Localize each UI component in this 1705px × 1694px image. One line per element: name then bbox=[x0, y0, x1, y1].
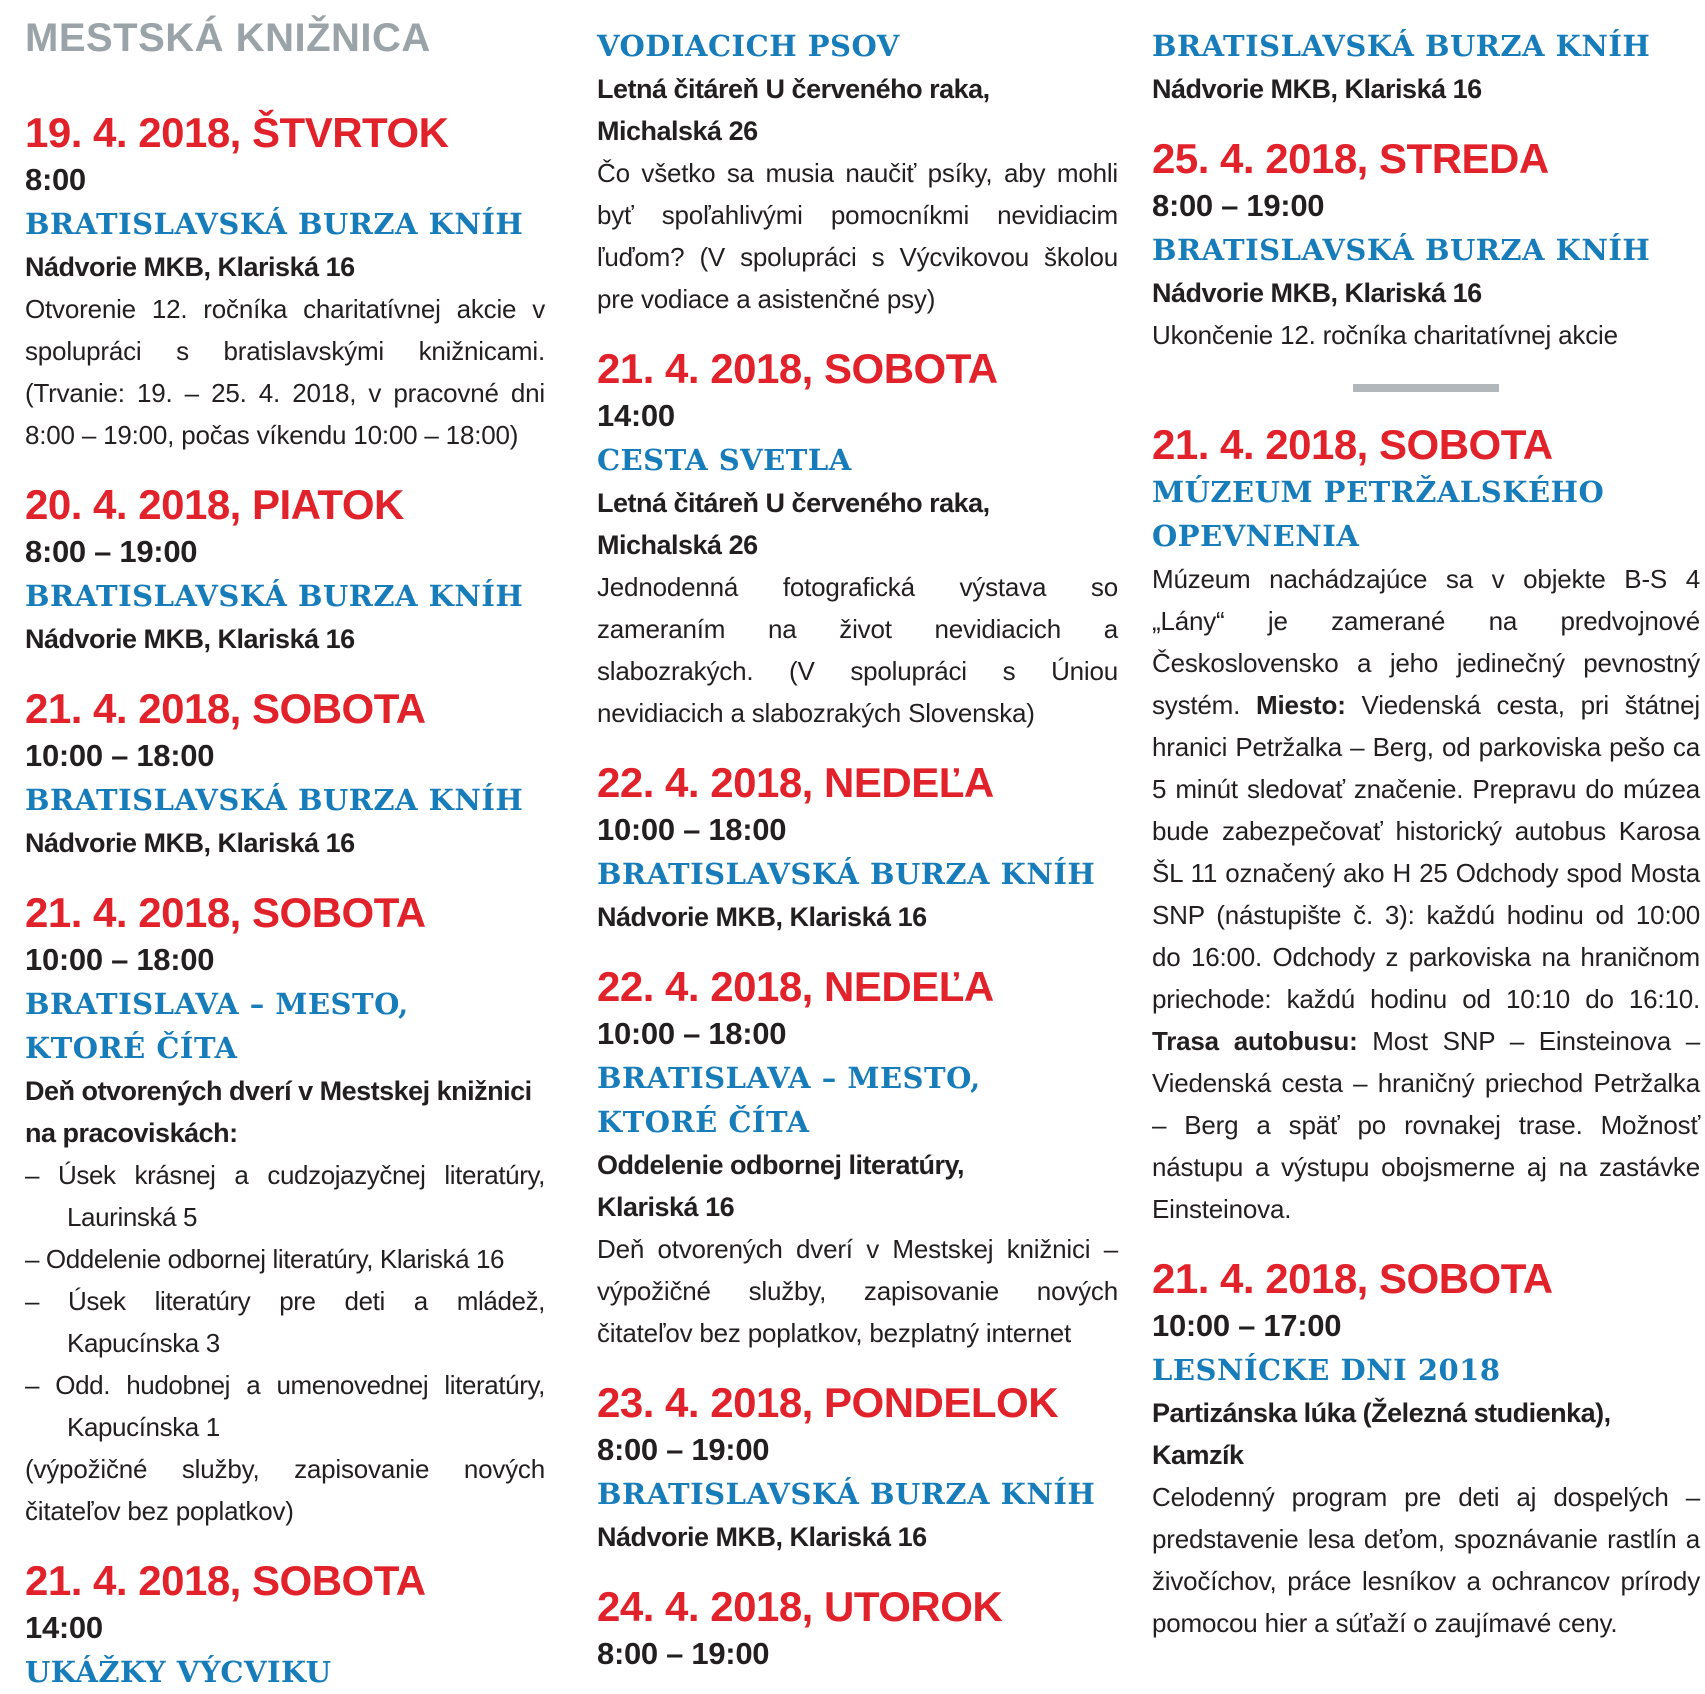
event-title bbox=[1152, 1348, 1700, 1392]
text-line: Nádvorie MKB, Klariská 16 bbox=[597, 902, 927, 932]
text-line: KTORÉ ČÍTA bbox=[25, 1031, 238, 1065]
text-line: Michalská 26 bbox=[597, 116, 758, 146]
text-line: BRATISLAVSKÁ BURZA KNÍH bbox=[25, 783, 524, 817]
event-venue bbox=[597, 68, 1118, 152]
event-date: 22. 4. 2018, NEDEĽA bbox=[597, 963, 994, 1010]
event-venue bbox=[1152, 272, 1700, 314]
column-right bbox=[1152, 0, 1700, 1644]
event-date: 19. 4. 2018, ŠTVRTOK bbox=[25, 109, 449, 156]
text-line: KTORÉ ČÍTA bbox=[597, 1105, 810, 1139]
column-left bbox=[25, 0, 545, 1694]
event-venue bbox=[597, 1516, 1118, 1558]
event-title bbox=[597, 24, 1118, 68]
event-title bbox=[1152, 470, 1700, 558]
text-line: Nádvorie MKB, Klariská 16 bbox=[25, 252, 355, 282]
event-description bbox=[597, 566, 1118, 734]
text-line: BRATISLAVSKÁ BURZA KNÍH bbox=[1152, 233, 1651, 267]
text-line: CESTA SVETLA bbox=[597, 443, 852, 477]
event-time: 8:00 – 19:00 bbox=[25, 534, 198, 569]
list-item: – Oddelenie odbornej literatúry, Klariská 16 bbox=[25, 1238, 545, 1280]
text-run: Deň otvorených dverí v Mestskej knižnici – výpožičné služby, zapisovanie nových čitateľov bez poplatkov, bezplatný internet bbox=[597, 1234, 1118, 1348]
event-time: 14:00 bbox=[597, 398, 675, 433]
section-kicker: MESTSKÁ KNIŽNICA bbox=[25, 16, 431, 60]
event-date: 20. 4. 2018, PIATOK bbox=[25, 481, 404, 528]
event-venue bbox=[25, 822, 545, 864]
event-date: 21. 4. 2018, SOBOTA bbox=[1152, 1255, 1553, 1302]
event-description bbox=[597, 152, 1118, 320]
text-line: Michalská 26 bbox=[597, 530, 758, 560]
text-run: Čo všetko sa musia naučiť psíky, aby mohli byť spoľahlivými pomocníkmi nevidiacim ľuďom? (V spolupráci s Výcvikovou školou pre vodiace a asistenčné psy) bbox=[597, 158, 1118, 314]
event-date: 23. 4. 2018, PONDELOK bbox=[597, 1379, 1059, 1426]
text-run: Otvorenie 12. ročníka charitatívnej akcie v spolupráci s bratislavskými knižnicami. (Trvanie: 19. – 25. 4. 2018, v pracovné dni 8:00 – 19:00, počas víkendu 10:00 – 18:00) bbox=[25, 294, 545, 450]
text-line: Deň otvorených dverí v Mestskej knižnici bbox=[25, 1076, 532, 1106]
text-run: Jednodenná fotografická výstava so zameraním na život nevidiacich a slabozrakých. (V spolupráci s Úniou nevidiacich a slabozrakých Slovenska) bbox=[597, 572, 1118, 728]
text-line: Nádvorie MKB, Klariská 16 bbox=[597, 1522, 927, 1552]
text-line: VODIACICH PSOV bbox=[597, 29, 900, 63]
text-line: BRATISLAVA – MESTO, bbox=[25, 987, 409, 1021]
event-venue bbox=[25, 246, 545, 288]
event-title bbox=[25, 982, 545, 1070]
event-time: 10:00 – 18:00 bbox=[25, 942, 215, 977]
event-title bbox=[25, 202, 545, 246]
event-description bbox=[1152, 1476, 1700, 1644]
text-run: Ukončenie 12. ročníka charitatívnej akcie bbox=[1152, 320, 1618, 350]
event-venue bbox=[597, 1144, 1118, 1228]
event-time: 8:00 – 19:00 bbox=[597, 1432, 770, 1467]
event-title bbox=[597, 438, 1118, 482]
event-date: 22. 4. 2018, NEDEĽA bbox=[597, 759, 994, 806]
event-time: 8:00 bbox=[25, 162, 86, 197]
event-time: 10:00 – 18:00 bbox=[597, 812, 787, 847]
text-line: BRATISLAVSKÁ BURZA KNÍH bbox=[25, 207, 524, 241]
event-time: 10:00 – 17:00 bbox=[1152, 1308, 1342, 1343]
text-line: na pracoviskách: bbox=[25, 1118, 238, 1148]
event-date: 25. 4. 2018, STREDA bbox=[1152, 135, 1549, 182]
event-title bbox=[597, 852, 1118, 896]
event-description bbox=[25, 288, 545, 456]
text-run: Viedenská cesta, pri štátnej hranici Petržalka – Berg, od parkoviska pešo ca 5 minút sledovať značenie. Prepravu do múzea bude zabezpečovať historický autobus Karosa ŠL 11 označený ako H 25 Odchody spod Mosta SNP (nástupište č. 3): každú hodinu od 10:00 do 16:00. Odchody z parkoviska na hraničnom priechode: každú hodinu od 10:10 do 16:10. bbox=[1152, 690, 1700, 1014]
event-date: 24. 4. 2018, UTOROK bbox=[597, 1583, 1003, 1630]
text-line: Nádvorie MKB, Klariská 16 bbox=[1152, 278, 1482, 308]
column-middle bbox=[597, 0, 1118, 1676]
text-line: BRATISLAVSKÁ BURZA KNÍH bbox=[1152, 29, 1651, 63]
event-date: 21. 4. 2018, SOBOTA bbox=[25, 685, 426, 732]
event-title bbox=[597, 1472, 1118, 1516]
text-line: BRATISLAVSKÁ BURZA KNÍH bbox=[597, 857, 1096, 891]
text-line: Letná čitáreň U červeného raka, bbox=[597, 74, 990, 104]
list-item: – Odd. hudobnej a umenovednej literatúry, Kapucínska 1 bbox=[25, 1364, 545, 1448]
text-line: LESNÍCKE DNI 2018 bbox=[1152, 1353, 1501, 1387]
venue-list bbox=[25, 1154, 545, 1448]
event-description bbox=[1152, 314, 1700, 356]
bold-run: Trasa autobusu: bbox=[1152, 1026, 1358, 1056]
event-title bbox=[1152, 24, 1700, 68]
event-description bbox=[597, 1228, 1118, 1354]
event-description bbox=[25, 1448, 545, 1532]
event-date: 21. 4. 2018, SOBOTA bbox=[25, 889, 426, 936]
text-line: Nádvorie MKB, Klariská 16 bbox=[25, 624, 355, 654]
text-line: BRATISLAVSKÁ BURZA KNÍH bbox=[25, 579, 524, 613]
event-venue bbox=[1152, 1392, 1700, 1476]
event-venue bbox=[1152, 68, 1700, 110]
event-venue bbox=[597, 482, 1118, 566]
text-line: UKÁŽKY VÝCVIKU bbox=[25, 1655, 332, 1689]
event-title bbox=[25, 778, 545, 822]
event-venue bbox=[25, 618, 545, 660]
event-date: 21. 4. 2018, SOBOTA bbox=[1152, 421, 1553, 468]
event-description bbox=[1152, 558, 1700, 1230]
text-line: Nádvorie MKB, Klariská 16 bbox=[1152, 74, 1482, 104]
event-time: 8:00 – 19:00 bbox=[1152, 188, 1325, 223]
text-run: Múzeum nachádzajúce sa v objekte B-S 4 „Lány“ je zamerané na predvojnové Československo a jeho jedinečný pevnostný systém. bbox=[1152, 564, 1700, 720]
section-divider bbox=[1353, 384, 1499, 392]
event-time: 8:00 – 19:00 bbox=[597, 1636, 770, 1671]
text-line: Nádvorie MKB, Klariská 16 bbox=[25, 828, 355, 858]
text-line: BRATISLAVA – MESTO, bbox=[597, 1061, 981, 1095]
list-item: – Úsek krásnej a cudzojazyčnej literatúry, Laurinská 5 bbox=[25, 1154, 545, 1238]
event-title bbox=[25, 1650, 545, 1694]
event-time: 14:00 bbox=[25, 1610, 103, 1645]
event-lead bbox=[25, 1070, 545, 1154]
text-line: MÚZEUM PETRŽALSKÉHO bbox=[1152, 475, 1605, 509]
text-line: Klariská 16 bbox=[597, 1192, 735, 1222]
text-line: Partizánska lúka (Železná studienka), bbox=[1152, 1398, 1611, 1428]
text-run: Celodenný program pre deti aj dospelých – predstavenie lesa deťom, spoznávanie rastlín a živočíchov, práce lesníkov a ochrancov prírody pomocou hier a súťaží o zaujímavé ceny. bbox=[1152, 1482, 1700, 1638]
bold-run: Miesto: bbox=[1256, 690, 1346, 720]
event-time: 10:00 – 18:00 bbox=[597, 1016, 787, 1051]
event-title bbox=[1152, 228, 1700, 272]
text-line: Kamzík bbox=[1152, 1440, 1244, 1470]
text-run: (výpožičné služby, zapisovanie nových čitateľov bez poplatkov) bbox=[25, 1454, 545, 1526]
event-date: 21. 4. 2018, SOBOTA bbox=[597, 345, 998, 392]
text-line: OPEVNENIA bbox=[1152, 519, 1360, 553]
text-run: Most SNP – Einsteinova – Viedenská cesta – hraničný priechod Petržalka – Berg a späť po rovnakej trase. Možnosť nástupu a výstupu obojsmerne aj na zastávke Einsteinova. bbox=[1152, 1026, 1700, 1224]
event-title bbox=[25, 574, 545, 618]
text-line: Letná čitáreň U červeného raka, bbox=[597, 488, 990, 518]
text-line: BRATISLAVSKÁ BURZA KNÍH bbox=[597, 1477, 1096, 1511]
list-item: – Úsek literatúry pre deti a mládež, Kapucínska 3 bbox=[25, 1280, 545, 1364]
event-date: 21. 4. 2018, SOBOTA bbox=[25, 1557, 426, 1604]
event-venue bbox=[597, 896, 1118, 938]
event-time: 10:00 – 18:00 bbox=[25, 738, 215, 773]
text-line: Oddelenie odbornej literatúry, bbox=[597, 1150, 965, 1180]
event-title bbox=[597, 1056, 1118, 1144]
